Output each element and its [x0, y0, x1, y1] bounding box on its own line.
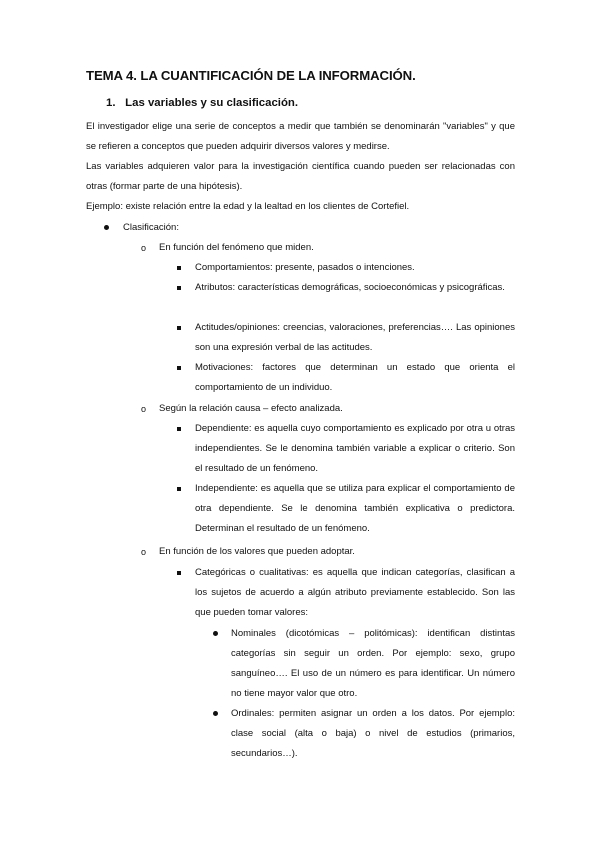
example-paragraph: Ejemplo: existe relación entre la edad y la lealtad en los clientes de Cortefiel. — [86, 201, 410, 212]
bullet-circle-icon: o — [141, 547, 147, 557]
page-title: TEMA 4. LA CUANTIFICACIÓN DE LA INFORMACIÓN. — [86, 68, 416, 83]
bullet-square-icon — [177, 571, 181, 575]
section-heading-text: Las variables y su clasificación. — [125, 97, 299, 109]
bullet-disc-icon — [213, 631, 218, 636]
intro-paragraph: Las variables adquieren valor para la investigación científica cuando pueden ser relacionadas con otras (formar parte de una hipótesis). — [86, 161, 515, 192]
bullet-disc-icon — [213, 711, 218, 716]
list-item: Comportamientos: presente, pasados o intenciones. — [195, 262, 415, 273]
classification-label: Clasificación: — [123, 222, 179, 233]
bullet-square-icon — [177, 266, 181, 270]
section-number: 1. — [106, 97, 116, 109]
bullet-square-icon — [177, 286, 181, 290]
list-item: Independiente: es aquella que se utiliza para explicar el comportamiento de otra dependiente. Se le denomina también explicativa o predictora. Determinan el resultado de un fenómeno. — [195, 483, 515, 534]
group-label: En función de los valores que pueden adoptar. — [159, 546, 355, 557]
sub-list-item: Nominales (dicotómicas – politómicas): identifican distintas categorías sin seguir un orden. Por ejemplo: sexo, grupo sanguíneo…. El uso de un número es para identificar. Un número no tiene mayor valor que otro. — [231, 628, 515, 699]
section-heading — [106, 97, 298, 109]
list-item: Motivaciones: factores que determinan un estado que orienta el comportamiento de un individuo. — [195, 362, 515, 393]
bullet-square-icon — [177, 326, 181, 330]
group-label: En función del fenómeno que miden. — [159, 242, 314, 253]
list-item: Atributos: características demográficas, socioeconómicas y psicográficas. — [195, 282, 505, 293]
bullet-circle-icon: o — [141, 404, 147, 414]
bullet-square-icon — [177, 487, 181, 491]
bullet-disc-icon — [104, 225, 109, 230]
bullet-circle-icon: o — [141, 243, 147, 253]
intro-paragraph: El investigador elige una serie de conceptos a medir que también se denominarán "variables" y que se refieren a conceptos que pueden adquirir diversos valores y medirse. — [86, 121, 515, 152]
bullet-square-icon — [177, 427, 181, 431]
list-item: Categóricas o cualitativas: es aquella que indican categorías, clasifican a los sujetos de acuerdo a algún atributo previamente establecido. Son las que pueden tomar valores: — [195, 567, 515, 618]
list-item: Dependiente: es aquella cuyo comportamiento es explicado por otra u otras independientes. Se le denomina también variable a explicar o criterio. Son el resultado de un fenómeno. — [195, 423, 515, 474]
group-label: Según la relación causa – efecto analizada. — [159, 403, 343, 414]
sub-list-item: Ordinales: permiten asignar un orden a los datos. Por ejemplo: clase social (alta o baja) o nivel de estudios (primarios, secundarios…). — [231, 708, 515, 759]
bullet-square-icon — [177, 366, 181, 370]
list-item: Actitudes/opiniones: creencias, valoraciones, preferencias…. Las opiniones son una expresión verbal de las actitudes. — [195, 322, 515, 353]
